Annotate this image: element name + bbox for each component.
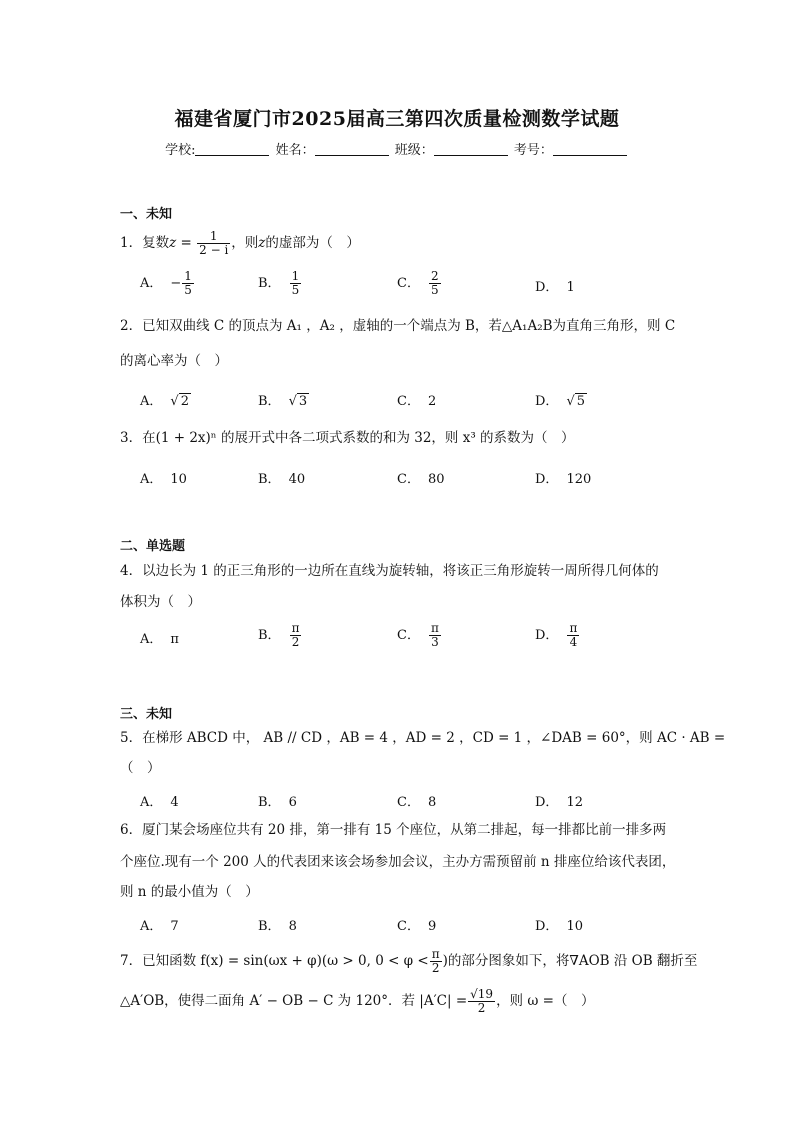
radicand: 5: [576, 394, 586, 409]
frac-den: 5: [184, 283, 192, 297]
name-blank[interactable]: [315, 143, 389, 156]
option-text: 10: [566, 919, 583, 934]
question-2-line-1: 2．已知双曲线 C 的顶点为 A₁ ，A₂ ，虚轴的一个端点为 B，若△A₁A₂B为直角三角形，则 C: [120, 318, 676, 334]
class-label: 班级：: [394, 143, 434, 158]
q3-option-c[interactable]: [397, 468, 445, 487]
option-letter: C．: [397, 472, 420, 487]
option-fraction: [429, 270, 441, 297]
q1-fraction: [197, 230, 230, 257]
question-3: 3．在(1 + 2x)ⁿ 的展开式中各二项式系数的和为 32，则 x³ 的系数为（ ）: [120, 430, 575, 446]
option-text: 120: [566, 472, 592, 487]
q1-text-a: ，则: [231, 235, 259, 251]
question-2-line-2: 的离心率为（ ）: [120, 353, 228, 369]
option-letter: B．: [258, 919, 281, 934]
option-text: 80: [427, 472, 445, 487]
frac-num: π: [430, 621, 439, 635]
option-text: 2: [427, 394, 437, 409]
option-letter: B．: [258, 795, 281, 810]
question-4-line-1: 4．以边长为 1 的正三角形的一边所在直线为旋转轴，将该正三角形旋转一周所得几何体的: [120, 563, 659, 579]
q7-text-d: ，则 ω =（ ）: [496, 993, 595, 1009]
option-letter: D．: [535, 795, 559, 810]
school-label: 学校:: [165, 143, 196, 158]
option-text: 12: [566, 795, 583, 810]
option-sign: −: [170, 276, 182, 291]
option-letter: B．: [258, 394, 281, 409]
class-blank[interactable]: [434, 143, 508, 156]
option-letter: D．: [535, 394, 559, 409]
frac-den: 2: [291, 635, 300, 649]
q2-option-d[interactable]: [535, 390, 587, 409]
option-letter: C．: [397, 795, 420, 810]
q7-fraction-1: [430, 948, 442, 975]
q1-option-d[interactable]: [535, 276, 575, 295]
q1-frac-num: 1: [197, 230, 230, 244]
question-6-line-1: 6．厦门某会场座位共有 20 排，第一排有 15 个座位，从第二排起，每一排都比前一排多两: [120, 822, 667, 838]
frac-num: 2: [430, 269, 439, 283]
q3-options: [140, 468, 700, 498]
name-label: 姓名：: [275, 143, 315, 158]
q3-option-a[interactable]: [140, 468, 187, 487]
section-heading-2: 二、单选题: [120, 539, 186, 554]
question-6-line-2: 个座位.现有一个 200 人的代表团来该会场参加会议，主办方需预留前 n 排座位给该代表团，: [120, 854, 676, 870]
question-1: [120, 230, 360, 257]
sqrt-symbol: √ 5: [566, 394, 586, 409]
q7-text-a: 7．已知函数 f(x) = sin(ωx + φ)(ω > 0, 0 < φ <: [120, 953, 429, 969]
option-letter: D．: [535, 280, 559, 295]
frac-den: 2: [477, 1001, 486, 1015]
sqrt-symbol: √ 2: [170, 394, 189, 409]
q4-option-a[interactable]: [140, 628, 179, 647]
question-7-line-2: [120, 988, 594, 1015]
student-info-line: [0, 139, 794, 158]
q1-z2: z: [258, 235, 266, 251]
q1-option-c[interactable]: [397, 270, 442, 297]
q1-eq: =: [176, 235, 197, 251]
option-letter: D．: [535, 919, 559, 934]
q5-option-d[interactable]: [535, 791, 583, 810]
radicand: 2: [180, 394, 189, 409]
option-letter: C．: [397, 276, 420, 291]
sqrt-symbol: √ 3: [288, 394, 308, 409]
option-text: 9: [427, 919, 437, 934]
q1-options: [140, 270, 700, 300]
q4-option-b[interactable]: [258, 622, 302, 649]
school-blank[interactable]: [195, 143, 269, 156]
q7-text-b: )的部分图象如下，将∇AOB 沿 OB 翻折至: [442, 953, 698, 969]
q6-options: [140, 915, 700, 945]
option-letter: A．: [140, 919, 163, 934]
option-text: 8: [288, 919, 297, 934]
question-5-line-1: 5．在梯形 ABCD 中， AB // CD ，AB = 4 ，AD = 2 ，CD = 1 ，∠DAB = 60°，则 AC · AB =: [120, 730, 726, 746]
section-heading-1: 一、未知: [120, 207, 173, 222]
option-letter: A．: [140, 276, 163, 291]
q5-option-b[interactable]: [258, 791, 297, 810]
q1-option-a[interactable]: [140, 270, 195, 297]
frac-den: 4: [569, 635, 578, 649]
q7-fraction-2: [468, 988, 495, 1015]
option-fraction: [290, 270, 302, 297]
q5-option-a[interactable]: [140, 791, 179, 810]
q1-frac-den: 2 − i: [199, 243, 229, 257]
option-letter: A．: [140, 795, 163, 810]
q3-option-b[interactable]: [258, 468, 305, 487]
q1-prefix: 1．复数: [120, 235, 170, 251]
q5-option-c[interactable]: [397, 791, 436, 810]
q5-options: [140, 791, 700, 821]
q2-option-a[interactable]: [140, 390, 191, 409]
option-letter: B．: [258, 628, 281, 643]
option-letter: C．: [397, 394, 420, 409]
option-letter: A．: [140, 632, 163, 647]
option-letter: B．: [258, 276, 281, 291]
frac-num: 1: [291, 269, 300, 283]
option-fraction: [290, 622, 302, 649]
option-letter: C．: [397, 628, 420, 643]
q4-options: [140, 622, 700, 652]
option-fraction: [567, 622, 579, 649]
frac-den: 5: [430, 283, 439, 297]
frac-num: π: [431, 947, 440, 961]
q6-option-b[interactable]: [258, 915, 297, 934]
frac-num: π: [291, 621, 300, 635]
option-text: 4: [170, 795, 179, 810]
option-text: 7: [170, 919, 179, 934]
q1-z: z: [169, 235, 177, 251]
option-fraction: [182, 270, 194, 297]
q6-option-c[interactable]: [397, 915, 436, 934]
option-text: 1: [566, 280, 575, 295]
exam-title: 福建省厦门市2025届高三第四次质量检测数学试题: [174, 108, 620, 130]
option-text: 8: [427, 795, 437, 810]
q4-option-c[interactable]: [397, 622, 442, 649]
q2-option-b[interactable]: [258, 390, 309, 409]
option-fraction: [429, 622, 441, 649]
frac-den: 3: [431, 635, 439, 649]
q2-options: [140, 390, 700, 420]
q6-option-a[interactable]: [140, 915, 179, 934]
option-letter: A．: [140, 394, 163, 409]
option-letter: A．: [140, 472, 163, 487]
frac-den: 2: [431, 961, 440, 975]
q7-text-c: △A′OB，使得二面角 A′ − OB − C 为 120°．若 |A′C| =: [120, 993, 468, 1009]
q1-option-b[interactable]: [258, 270, 302, 297]
option-letter: D．: [535, 628, 559, 643]
q3-option-d[interactable]: [535, 468, 591, 487]
frac-num: π: [569, 621, 578, 635]
option-text: 10: [170, 472, 187, 487]
exam-no-blank[interactable]: [553, 143, 627, 156]
option-text: π: [170, 632, 179, 647]
option-letter: C．: [397, 919, 420, 934]
exam-no-label: 考号：: [513, 143, 553, 158]
question-4-line-2: 体积为（ ）: [120, 594, 201, 610]
option-letter: D．: [535, 472, 559, 487]
frac-den: 5: [291, 283, 300, 297]
radicand: 3: [298, 394, 308, 409]
section-heading-3: 三、未知: [120, 707, 173, 722]
q6-option-d[interactable]: [535, 915, 583, 934]
option-letter: B．: [258, 472, 281, 487]
q4-option-d[interactable]: [535, 622, 580, 649]
question-7-line-1: [120, 948, 697, 975]
question-5-line-2: （ ）: [120, 760, 161, 776]
frac-num: 1: [184, 269, 192, 283]
frac-num: √19: [470, 987, 494, 1001]
q1-text-b: 的虚部为（ ）: [265, 235, 360, 251]
q2-option-c[interactable]: [397, 390, 436, 409]
option-text: 6: [288, 795, 297, 810]
option-text: 40: [288, 472, 306, 487]
question-6-line-3: 则 n 的最小值为（ ）: [120, 884, 259, 900]
